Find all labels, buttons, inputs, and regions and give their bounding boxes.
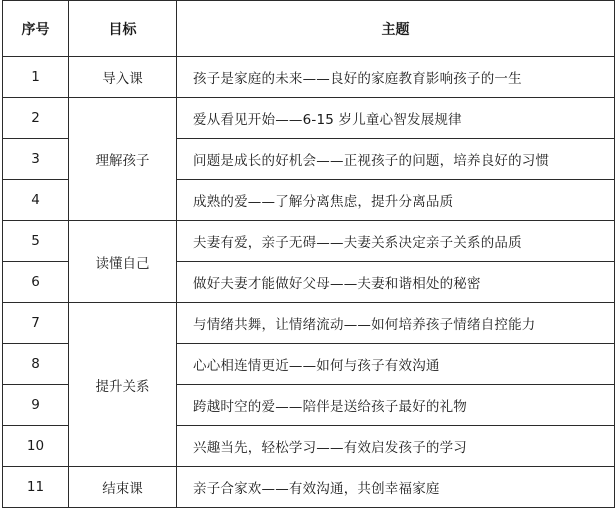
row-goal: 结束课 bbox=[69, 467, 177, 508]
row-topic: 夫妻有爱，亲子无碍——夫妻关系决定亲子关系的品质 bbox=[177, 221, 615, 262]
row-topic: 与情绪共舞，让情绪流动——如何培养孩子情绪自控能力 bbox=[177, 303, 615, 344]
table-row bbox=[3, 303, 615, 344]
row-topic: 爱从看见开始——6-15 岁儿童心智发展规律 bbox=[177, 98, 615, 139]
row-topic: 问题是成长的好机会——正视孩子的问题，培养良好的习惯 bbox=[177, 139, 615, 180]
table-row bbox=[3, 221, 615, 262]
row-seq: 3 bbox=[3, 139, 69, 180]
row-seq: 8 bbox=[3, 344, 69, 385]
table-row bbox=[3, 467, 615, 508]
row-goal: 读懂自己 bbox=[69, 221, 177, 303]
row-goal: 导入课 bbox=[69, 57, 177, 98]
row-topic: 孩子是家庭的未来——良好的家庭教育影响孩子的一生 bbox=[177, 57, 615, 98]
row-goal: 理解孩子 bbox=[69, 98, 177, 221]
row-topic: 兴趣当先，轻松学习——有效启发孩子的学习 bbox=[177, 426, 615, 467]
row-seq: 4 bbox=[3, 180, 69, 221]
table-row bbox=[3, 57, 615, 98]
row-topic: 心心相连情更近——如何与孩子有效沟通 bbox=[177, 344, 615, 385]
row-topic: 亲子合家欢——有效沟通，共创幸福家庭 bbox=[177, 467, 615, 508]
header-topic: 主题 bbox=[177, 1, 615, 57]
row-seq: 2 bbox=[3, 98, 69, 139]
table-row bbox=[3, 98, 615, 139]
row-seq: 1 bbox=[3, 57, 69, 98]
row-seq: 6 bbox=[3, 262, 69, 303]
row-topic: 跨越时空的爱——陪伴是送给孩子最好的礼物 bbox=[177, 385, 615, 426]
row-seq: 11 bbox=[3, 467, 69, 508]
header-goal: 目标 bbox=[69, 1, 177, 57]
table-header-row bbox=[3, 1, 615, 57]
row-topic: 成熟的爱——了解分离焦虑，提升分离品质 bbox=[177, 180, 615, 221]
row-topic: 做好夫妻才能做好父母——夫妻和谐相处的秘密 bbox=[177, 262, 615, 303]
header-seq: 序号 bbox=[3, 1, 69, 57]
row-goal: 提升关系 bbox=[69, 303, 177, 467]
row-seq: 7 bbox=[3, 303, 69, 344]
row-seq: 9 bbox=[3, 385, 69, 426]
row-seq: 5 bbox=[3, 221, 69, 262]
row-seq: 10 bbox=[3, 426, 69, 467]
course-schedule-table bbox=[2, 0, 615, 508]
